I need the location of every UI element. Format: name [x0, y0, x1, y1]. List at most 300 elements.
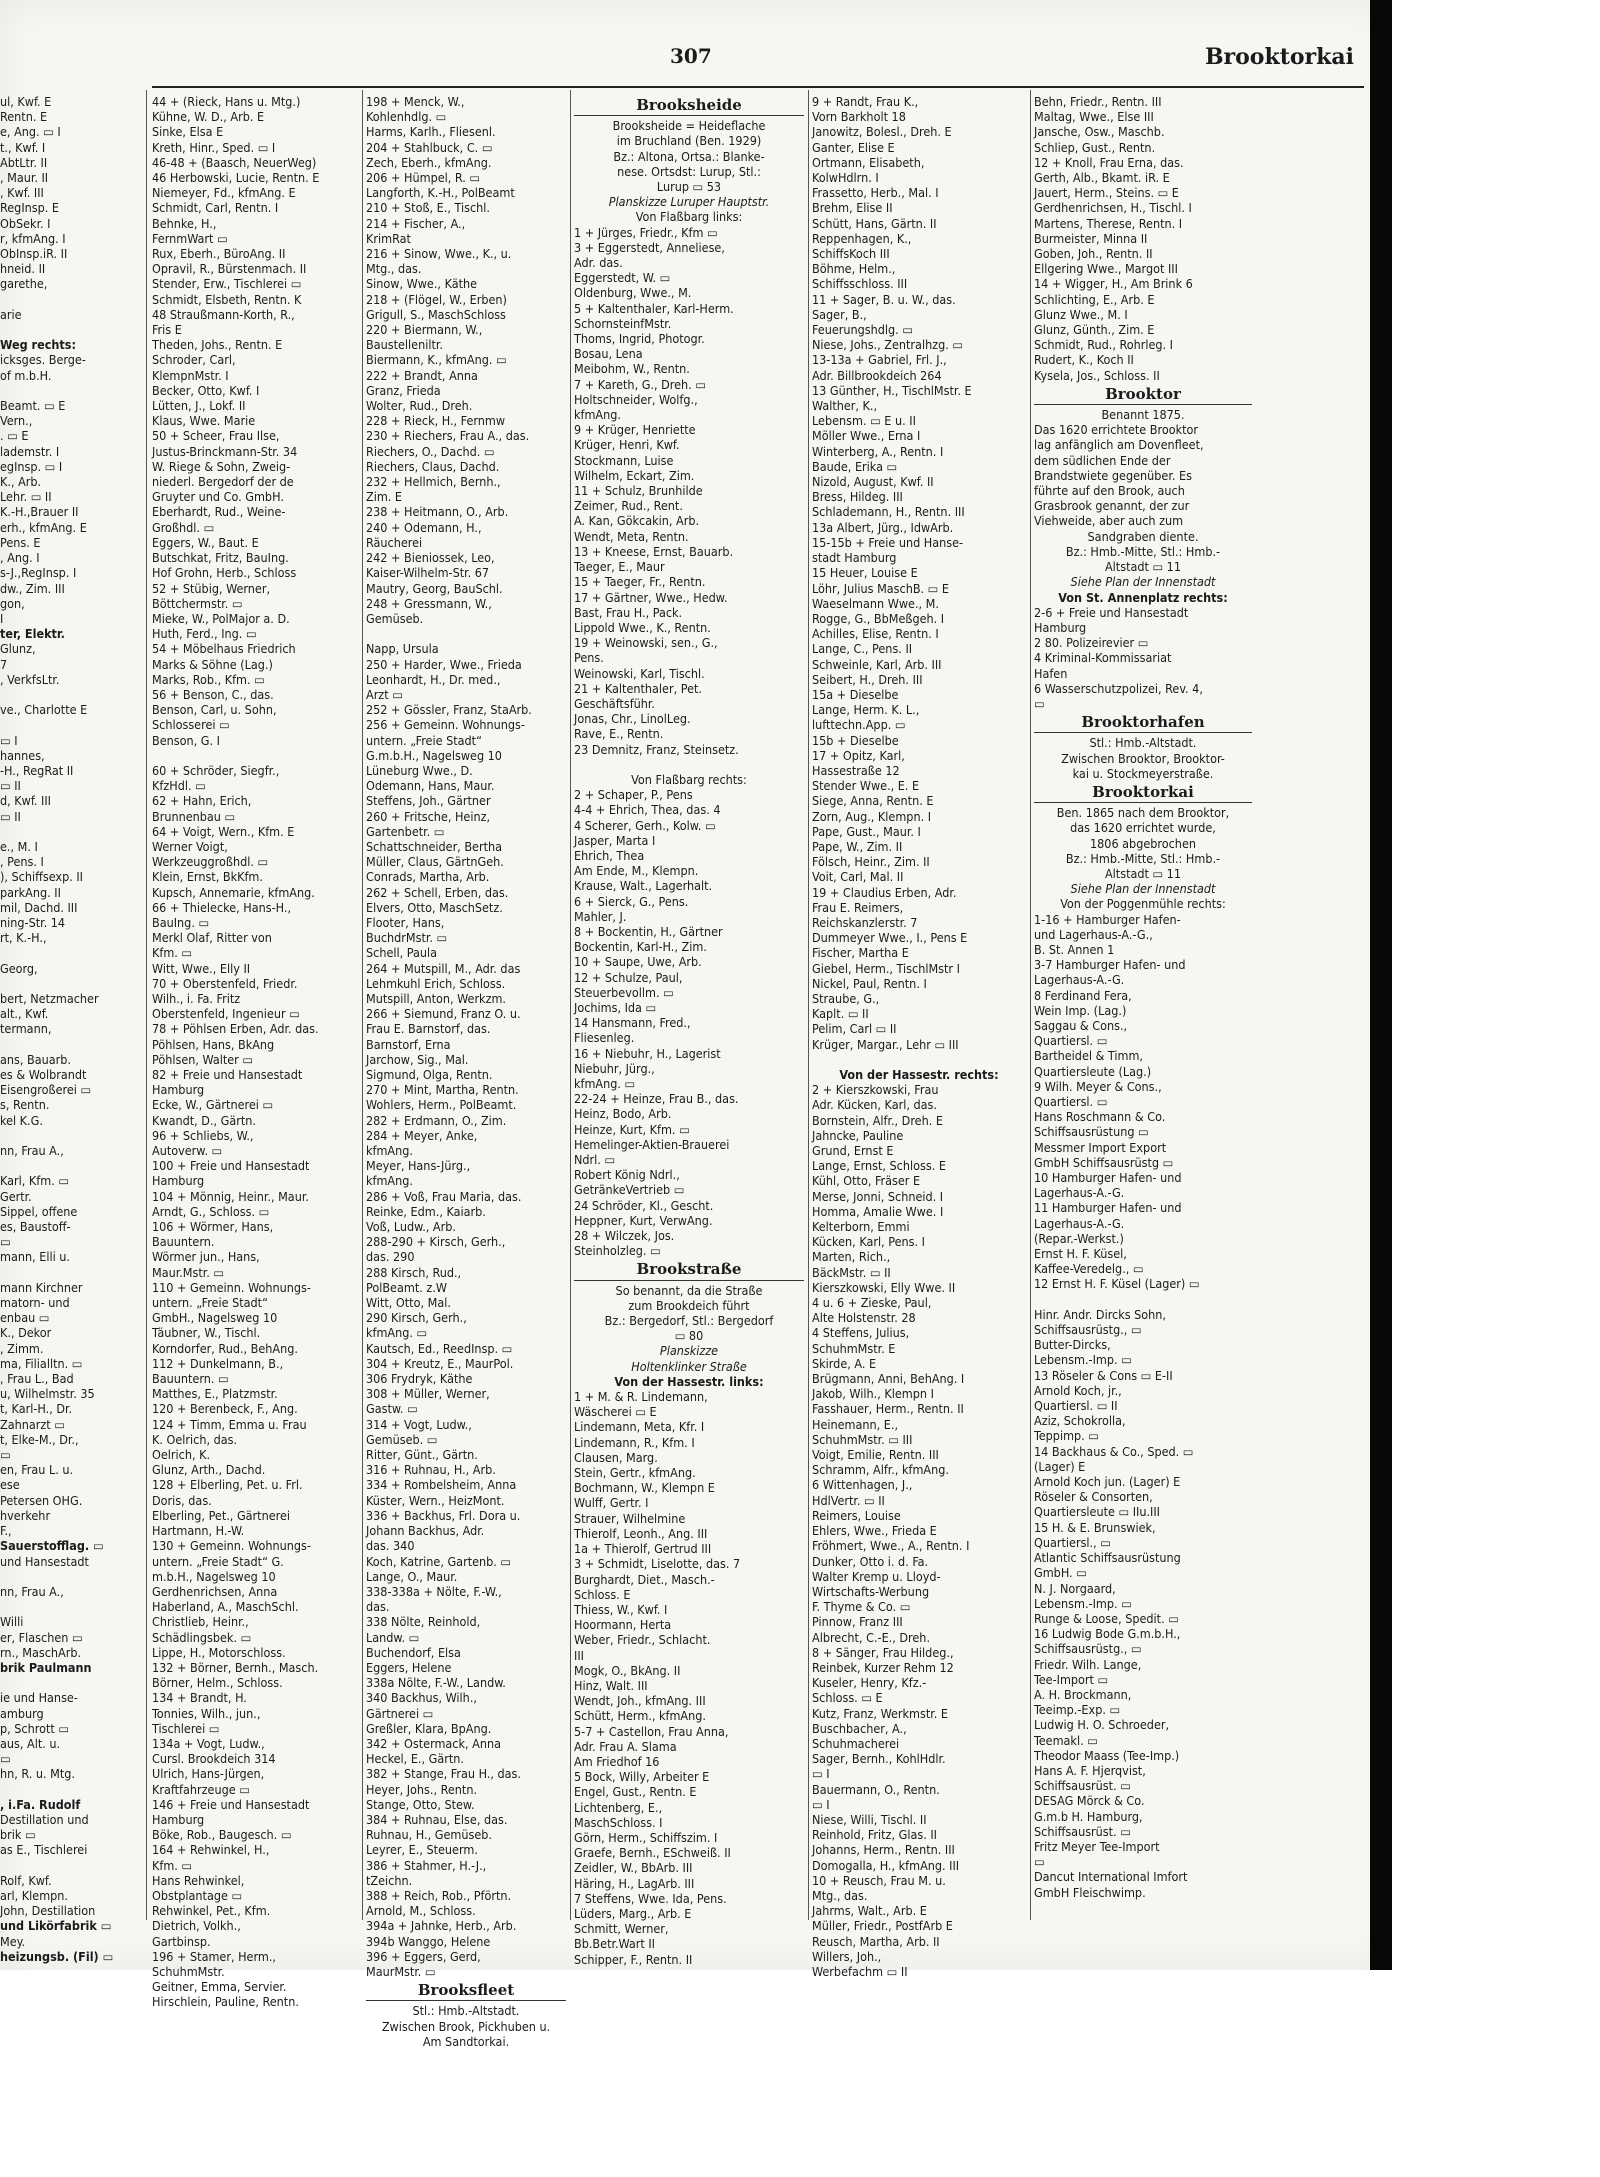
directory-entry: Schell, Paula	[366, 945, 438, 961]
directory-entry: Kfm. ▭	[152, 945, 193, 961]
directory-entry	[0, 322, 140, 337]
directory-entry: Becker, Otto, Kwf. I	[152, 382, 260, 398]
directory-entry: Krause, Walt., Lagerhalt.	[574, 878, 713, 894]
directory-entry: , Ang. I	[0, 550, 40, 566]
directory-entry: Bast, Frau H., Pack.	[574, 604, 683, 620]
directory-entry: kfmAng.	[366, 1143, 413, 1159]
directory-entry: Autoverw. ▭	[152, 1143, 223, 1159]
directory-entry: Bress, Hildeg. III	[812, 489, 903, 505]
directory-entry: 104 + Mönnig, Heinr., Maur.	[152, 1188, 309, 1204]
directory-entry: egInsp. ▭ I	[0, 458, 63, 474]
directory-entry: ▭	[0, 1447, 11, 1463]
directory-entry: ese	[0, 1477, 20, 1493]
directory-entry: Lange, C., Pens. II	[812, 641, 913, 657]
directory-entry: 17 + Gärtner, Wwe., Hedw.	[574, 589, 728, 605]
directory-entry: F. Thyme & Co. ▭	[812, 1599, 911, 1615]
directory-entry: das. 340	[366, 1538, 415, 1554]
street-heading: Brooktorhafen	[1034, 715, 1252, 733]
directory-entry: Lebensm.-Imp. ▭	[1034, 1352, 1132, 1368]
directory-entry: Atlantic Schiffsausrüstung	[1034, 1550, 1181, 1566]
directory-entry: 50 + Scheer, Frau Ilse,	[152, 428, 280, 444]
directory-entry: Mtg., das.	[366, 261, 422, 277]
directory-entry: nn, Frau A.,	[0, 1583, 64, 1599]
directory-entry: SchuhmMstr. E	[812, 1340, 896, 1356]
directory-entry: Merkl Olaf, Ritter von	[152, 930, 272, 946]
directory-entry: Fris E	[152, 322, 182, 338]
directory-entry: 8 Ferdinand Fera,	[1034, 987, 1132, 1003]
directory-entry: Reichskanzlerstr. 7	[812, 914, 918, 930]
directory-entry: Werbefachm ▭ II	[812, 1963, 908, 1979]
running-head: Brooktorkai	[1204, 44, 1354, 70]
directory-entry: 19 + Weinowski, sen., G.,	[574, 635, 718, 651]
directory-entry: Planskizze	[659, 1343, 719, 1359]
directory-entry: Johann Backhus, Adr.	[366, 1523, 485, 1539]
directory-entry: Lagerhaus-A.-G.	[1034, 972, 1125, 988]
directory-entry: A. H. Brockmann,	[1034, 1686, 1132, 1702]
directory-entry: Rentn. E	[0, 109, 48, 125]
directory-entry: Opravil, R., Bürstenmach. II	[152, 261, 307, 277]
directory-entry: Rehwinkel, Pet., Kfm.	[152, 1903, 271, 1919]
directory-entry: 16 Ludwig Bode G.m.b.H.,	[1034, 1626, 1181, 1642]
directory-entry: Robert König Ndrl.,	[574, 1167, 680, 1183]
directory-entry: 264 + Mutspill, M., Adr. das	[366, 960, 521, 976]
directory-entry: So benannt, da die Straße	[615, 1282, 763, 1298]
directory-entry: Fliesenleg.	[574, 1030, 635, 1046]
directory-entry: Schütt, Hans, Gärtn. II	[812, 215, 937, 231]
directory-entry: 256 + Gemeinn. Wohnungs-	[366, 717, 525, 733]
directory-entry: Gemüseb. ▭	[366, 1431, 438, 1447]
directory-entry: Stange, Otto, Stew.	[366, 1796, 475, 1812]
directory-entry: Glunz, Arth., Dachd.	[152, 1462, 266, 1478]
directory-entry: Eisengroßerei ▭	[0, 1082, 92, 1098]
directory-entry: Steffens, Joh., Gärtner	[366, 793, 491, 809]
directory-entry: brik ▭	[0, 1827, 36, 1843]
directory-entry: Brandstwiete gegenüber. Es	[1034, 467, 1192, 483]
directory-entry: Stein, Gertr., kfmAng.	[574, 1465, 696, 1481]
directory-entry: Kupsch, Annemarie, kfmAng.	[152, 884, 315, 900]
directory-entry: t., Kwf. I	[0, 139, 46, 155]
directory-entry: Von Flaßbarg rechts:	[631, 771, 747, 787]
page-number: 307	[670, 44, 712, 68]
directory-entry: Obstplantage ▭	[152, 1887, 243, 1903]
directory-entry: 6 Wasserschutzpolizei, Rev. 4,	[1034, 680, 1203, 696]
directory-entry: N. J. Norgaard,	[1034, 1580, 1116, 1596]
directory-entry: Von St. Annenplatz rechts:	[1058, 589, 1228, 605]
directory-entry: kai u. Stockmeyerstraße.	[1072, 765, 1214, 781]
directory-entry: ie und Hanse-	[0, 1690, 78, 1706]
directory-entry: Walther, K.,	[812, 398, 878, 414]
directory-entry: Sigmund, Olga, Rentn.	[366, 1067, 493, 1082]
directory-entry: Steuerbevollm. ▭	[574, 984, 674, 1000]
directory-entry: Lüders, Marg., Arb. E	[574, 1905, 692, 1921]
directory-entry	[0, 1037, 140, 1052]
directory-entry: Pelim, Carl ▭ II	[812, 1021, 897, 1037]
directory-entry: 11 + Sager, B. u. W., das.	[812, 291, 956, 307]
directory-entry: Kühl, Otto, Fräser E	[812, 1173, 921, 1189]
directory-entry: Graefe, Bernh., ESchweiß. II	[574, 1845, 731, 1861]
directory-entry: 96 + Schliebs, W.,	[152, 1127, 254, 1143]
directory-entry: Lagerhaus-A.-G.	[1034, 1215, 1125, 1231]
directory-entry: 6 + Sierck, G., Pens.	[574, 893, 689, 909]
directory-entry: 48 Straußmann-Korth, R.,	[152, 306, 295, 322]
directory-entry: Frassetto, Herb., Mal. I	[812, 185, 939, 201]
directory-entry: Hans Rehwinkel,	[152, 1872, 245, 1888]
directory-entry: 304 + Kreutz, E., MaurPol.	[366, 1355, 514, 1371]
directory-entry: Riechers, O., Dachd. ▭	[366, 443, 495, 459]
directory-entry: Burghardt, Diet., Masch.-	[574, 1571, 715, 1587]
directory-entry: Gerth, Alb., Bkamt. iR. E	[1034, 170, 1170, 186]
directory-entry: 384 + Ruhnau, Else, das.	[366, 1811, 508, 1827]
directory-entry: Lichtenberg, E.,	[574, 1799, 663, 1815]
street-heading: Brooktorkai	[1034, 785, 1252, 803]
directory-entry: Janowitz, Bolesl., Dreh. E	[812, 124, 952, 140]
directory-entry: Möller Wwe., Erna I	[812, 428, 921, 444]
directory-entry: Engel, Gust., Rentn. E	[574, 1784, 697, 1800]
directory-entry: arie	[0, 306, 22, 322]
directory-entry: Maltag, Wwe., Else III	[1034, 109, 1154, 125]
directory-entry: kfmAng.	[366, 1173, 413, 1189]
directory-entry: amburg	[0, 1705, 44, 1721]
directory-entry: 28 + Wilczek, Jos.	[574, 1228, 675, 1244]
directory-entry: 206 + Hümpel, R. ▭	[366, 170, 481, 186]
directory-entry: 270 + Mint, Martha, Rentn.	[366, 1082, 519, 1098]
directory-entry: Koch, Katrine, Gartenb. ▭	[366, 1553, 512, 1569]
directory-entry: Haberland, A., MaschSchl.	[152, 1599, 299, 1615]
directory-entry: Bz.: Hmb.-Mitte, Stl.: Hmb.-	[1065, 543, 1221, 559]
directory-entry: s, Rentn.	[0, 1097, 50, 1113]
directory-entry: Brehm, Elise II	[812, 200, 893, 216]
directory-entry	[0, 687, 140, 702]
directory-entry: Stender, Erw., Tischlerei ▭	[152, 276, 302, 292]
directory-entry: ▭	[0, 1234, 11, 1250]
directory-entry: Theodor Maass (Tee-Imp.)	[1034, 1747, 1180, 1763]
directory-entry: Pöhlsen, Walter ▭	[152, 1051, 254, 1067]
directory-entry: Hafen	[1034, 665, 1068, 681]
directory-entry: 12 + Knoll, Frau Erna, das.	[1034, 154, 1184, 170]
directory-entry: Leonhardt, H., Dr. med.,	[366, 671, 501, 687]
directory-entry: 112 + Dunkelmann, B.,	[152, 1355, 284, 1371]
directory-entry: Leyrer, E., Steuerm.	[366, 1842, 478, 1858]
directory-entry: 288-290 + Kirsch, Gerh.,	[366, 1234, 506, 1250]
directory-entry: Arndt, G., Schloss. ▭	[152, 1203, 270, 1219]
directory-entry: Täubner, W., Tischl.	[152, 1325, 261, 1341]
directory-entry: 130 + Gemeinn. Wohnungs-	[152, 1538, 311, 1554]
directory-entry: , i.Fa. Rudolf	[0, 1796, 81, 1812]
directory-entry: Gerdhenrichsen, Anna	[152, 1583, 278, 1599]
directory-entry: Niese, Johs., Zentralhzg. ▭	[812, 337, 964, 353]
directory-entry: Albrecht, C.-E., Dreh.	[812, 1629, 931, 1645]
directory-column-3	[366, 94, 566, 2049]
directory-entry: Beamt. ▭ E	[0, 398, 66, 414]
directory-entry: Schädlingsbek. ▭	[152, 1629, 252, 1645]
directory-entry: Röseler & Consorten,	[1034, 1489, 1153, 1505]
directory-entry: Marten, Rich.,	[812, 1249, 891, 1265]
directory-entry: Schweinle, Karl, Arb. III	[812, 656, 942, 672]
directory-entry: Schroder, Carl,	[152, 352, 236, 368]
directory-entry: Butschkat, Fritz, BauIng.	[152, 550, 289, 566]
directory-entry: F.,	[0, 1523, 12, 1539]
directory-entry: Benson, Carl, u. Sohn,	[152, 702, 277, 718]
directory-entry: ▭ II	[0, 778, 21, 794]
directory-entry: Siehe Plan der Innenstadt	[1070, 881, 1216, 897]
directory-entry: 338a Nölte, F.-W., Landw.	[366, 1675, 506, 1691]
directory-entry: Böhme, Helm.,	[812, 261, 896, 277]
directory-entry: Zorn, Aug., Klempn. I	[812, 808, 932, 824]
directory-entry: mann, Elli u.	[0, 1249, 70, 1265]
directory-entry: Hamburg	[152, 1173, 205, 1189]
directory-entry: 1 + M. & R. Lindemann,	[574, 1389, 708, 1405]
directory-entry: as E., Tischlerei	[0, 1842, 88, 1858]
directory-entry: Hamburg	[152, 1811, 205, 1827]
directory-entry: Stockmann, Luise	[574, 452, 674, 468]
directory-entry: Behnke, H.,	[152, 215, 217, 231]
directory-entry: Ecke, W., Gärtnerei ▭	[152, 1097, 274, 1113]
directory-entry	[0, 1782, 140, 1797]
directory-entry: Gruyter und Co. GmbH.	[152, 489, 284, 505]
directory-entry: 15b + Dieselbe	[812, 732, 899, 748]
directory-entry: Schiffsausrüstg., ▭	[1034, 1641, 1142, 1657]
directory-entry	[0, 717, 140, 732]
directory-entry: Kwandt, D., Gärtn.	[152, 1112, 256, 1128]
directory-entry: Hans A. F. Hjerqvist,	[1034, 1762, 1146, 1778]
directory-entry: Baude, Erika ▭	[812, 458, 898, 474]
directory-entry: Petersen OHG.	[0, 1492, 83, 1508]
directory-entry: hverkehr	[0, 1507, 51, 1523]
directory-entry: nn, Frau A.,	[0, 1143, 64, 1159]
directory-entry: Vorn Barkholt 18	[812, 109, 906, 125]
directory-entry: 70 + Oberstenfeld, Friedr.	[152, 975, 298, 991]
directory-entry: Matthes, E., Platzmstr.	[152, 1386, 278, 1402]
directory-entry: Klaus, Wwe. Marie	[152, 413, 256, 429]
directory-entry: Schmitt, Werner,	[574, 1921, 669, 1937]
directory-entry: 54 + Möbelhaus Friedrich	[152, 641, 296, 657]
directory-entry: niederl. Bergedorf der de	[152, 474, 294, 490]
directory-entry: Geschäftsführ.	[574, 695, 655, 711]
directory-entry: Arnold Koch jun. (Lager) E	[1034, 1474, 1181, 1490]
directory-entry: 22-24 + Heinze, Frau B., das.	[574, 1091, 739, 1107]
directory-entry: Pöhlsen, Hans, BkAng	[152, 1036, 275, 1052]
directory-entry: 17 + Opitz, Karl,	[812, 747, 905, 763]
directory-entry: Reinke, Edm., Kaiarb.	[366, 1203, 486, 1219]
directory-entry: t, Elke-M., Dr.,	[0, 1431, 79, 1447]
directory-entry: . ▭ E	[0, 428, 29, 444]
directory-entry: Buschbacher, A.,	[812, 1720, 907, 1736]
directory-entry: Heinze, Kurt, Kfm. ▭	[574, 1121, 690, 1137]
directory-entry: Hirschlein, Pauline, Rentn.	[152, 1994, 299, 2010]
directory-entry: Fölsch, Heinr., Zim. II	[812, 854, 930, 870]
directory-entry: Skirde, A. E	[812, 1355, 877, 1371]
directory-entry: GmbH Fleischwimp.	[1034, 1884, 1146, 1900]
directory-entry: Werner Voigt,	[152, 838, 228, 854]
directory-entry: lag anfänglich am Dovenfleet,	[1034, 437, 1204, 453]
directory-entry: Bz.: Hmb.-Mitte, Stl.: Hmb.-	[1065, 850, 1221, 866]
directory-entry: Hemelinger-Aktien-Brauerei	[574, 1136, 730, 1152]
directory-entry: 10 + Reusch, Frau M. u.	[812, 1872, 946, 1888]
directory-entry: ning-Str. 14	[0, 914, 66, 930]
directory-entry	[0, 1158, 140, 1173]
directory-entry: Wulff, Gertr. I	[574, 1495, 649, 1511]
directory-entry	[0, 383, 140, 398]
directory-entry: 396 + Eggers, Gerd,	[366, 1948, 481, 1964]
directory-entry: 15a + Dieselbe	[812, 686, 899, 702]
directory-entry: 340 Backhus, Wilh.,	[366, 1690, 477, 1706]
directory-entry: MaurMstr. ▭	[366, 1963, 436, 1979]
directory-entry: Voit, Carl, Mal. II	[812, 869, 904, 885]
directory-entry: 394b Wanggo, Helene	[366, 1933, 491, 1949]
directory-entry: 338-338a + Nölte, F.-W.,	[366, 1583, 502, 1599]
directory-entry: Adr. Kücken, Karl, das.	[812, 1097, 937, 1113]
directory-entry: RegInsp. E	[0, 200, 60, 216]
directory-entry: Böttchermstr. ▭	[152, 595, 243, 611]
directory-entry: 388 + Reich, Rob., Pförtn.	[366, 1887, 512, 1903]
directory-entry: enbau ▭	[0, 1310, 50, 1326]
directory-entry: Siehe Plan der Innenstadt	[1070, 574, 1216, 590]
directory-entry	[366, 626, 566, 641]
directory-entry: Kelterborn, Emmi	[812, 1219, 910, 1235]
directory-entry: SchornsteinfMstr.	[574, 315, 672, 331]
directory-entry: GmbH., Nagelsweg 10	[152, 1310, 278, 1326]
directory-entry: Benson, G. I	[152, 732, 220, 748]
directory-entry: Rave, E., Rentn.	[574, 726, 664, 742]
directory-entry: 248 + Gressmann, W.,	[366, 595, 492, 611]
directory-entry: Quartiersleute ▭ IIu.III	[1034, 1504, 1160, 1520]
directory-entry: 386 + Stahmer, H.-J.,	[366, 1857, 487, 1873]
directory-entry: Ernst H. F. Küsel,	[1034, 1246, 1127, 1262]
directory-entry: Thiess, W., Kwf. I	[574, 1601, 668, 1617]
directory-entry: Lebensm.-Imp. ▭	[1034, 1595, 1132, 1611]
directory-entry: Vern.,	[0, 413, 33, 429]
directory-entry: Wendt, Meta, Rentn.	[574, 528, 689, 544]
directory-entry: Quartiersl., ▭	[1034, 1534, 1111, 1550]
directory-entry: Jarchow, Sig., Mal.	[366, 1051, 469, 1067]
directory-entry: zum Brookdeich führt	[628, 1297, 750, 1313]
directory-entry: kfmAng. ▭	[366, 1325, 428, 1341]
directory-entry: Nickel, Paul, Rentn. I	[812, 975, 927, 991]
directory-entry: erh., kfmAng. E	[0, 519, 87, 535]
directory-entry: Homma, Amalie Wwe. I	[812, 1203, 944, 1219]
directory-entry: bert, Netzmacher	[0, 990, 99, 1006]
directory-entry: Heinz, Bodo, Arb.	[574, 1106, 672, 1122]
directory-entry: 262 + Schell, Erben, das.	[366, 884, 509, 900]
directory-entry: Georg,	[0, 960, 38, 976]
directory-entry: Heppner, Kurt, VerwAng.	[574, 1212, 713, 1228]
directory-entry: Sippel, offene	[0, 1203, 78, 1219]
directory-entry: Oberstenfeld, Ingenieur ▭	[152, 1006, 300, 1022]
directory-entry: es & Wolbrandt	[0, 1067, 87, 1082]
directory-entry: 15-15b + Freie und Hanse-	[812, 534, 964, 550]
directory-entry: Planskizze Luruper Hauptstr.	[608, 194, 770, 210]
directory-entry: t, Karl-H., Dr.	[0, 1401, 73, 1417]
directory-entry: Schlademann, H., Rentn. III	[812, 504, 965, 520]
directory-entry: 66 + Thielecke, Hans-H.,	[152, 899, 292, 915]
directory-entry: Teppimp. ▭	[1034, 1428, 1099, 1444]
directory-entry: 7	[0, 656, 8, 672]
directory-entry: 282 + Erdmann, O., Zim.	[366, 1112, 507, 1128]
directory-entry: Am Sandtorkai.	[422, 2033, 510, 2049]
directory-entry: Hof Grohn, Herb., Schloss	[152, 565, 297, 581]
directory-entry: 164 + Rehwinkel, H.,	[152, 1842, 270, 1858]
directory-entry: 198 + Menck, W.,	[366, 94, 465, 109]
directory-entry: A. Kan, Gökcakin, Arb.	[574, 513, 700, 529]
directory-entry: Wilhelm, Eckart, Zim.	[574, 467, 695, 483]
directory-entry: 15 H. & E. Brunswiek,	[1034, 1519, 1156, 1535]
directory-entry: Friedr. Wilh. Lange,	[1034, 1656, 1142, 1672]
directory-entry: Görn, Herm., Schiffszim. I	[574, 1829, 718, 1845]
directory-entry: Viehweide, aber auch zum	[1034, 513, 1184, 529]
directory-entry: Niebuhr, Jürg.,	[574, 1060, 655, 1076]
directory-entry: (Lager) E	[1034, 1458, 1086, 1474]
directory-entry: Ritter, Günt., Gärtn.	[366, 1447, 478, 1463]
directory-entry: Martens, Therese, Rentn. I	[1034, 215, 1183, 231]
directory-entry: Heckel, E., Gärtn.	[366, 1751, 464, 1767]
directory-entry: Teemakl. ▭	[1034, 1732, 1098, 1748]
directory-entry: Wein Imp. (Lag.)	[1034, 1002, 1127, 1018]
directory-entry: 316 + Ruhnau, H., Arb.	[366, 1462, 496, 1478]
directory-entry: Wörmer jun., Hans,	[152, 1249, 260, 1265]
directory-entry: Börner, Helm., Schloss.	[152, 1675, 283, 1691]
directory-entry: 382 + Stange, Frau H., das.	[366, 1766, 521, 1782]
directory-entry: Kraftfahrzeuge ▭	[152, 1781, 250, 1797]
directory-entry: 44 + (Rieck, Hans u. Mtg.)	[152, 94, 301, 109]
directory-entry	[0, 945, 140, 960]
directory-entry: Lindemann, Meta, Kfr. I	[574, 1419, 705, 1435]
directory-entry: Voß, Ludw., Arb.	[366, 1219, 456, 1235]
directory-entry: Thierolf, Leonh., Ang. III	[574, 1525, 708, 1541]
directory-entry: Eggerstedt, W. ▭	[574, 270, 671, 286]
directory-entry: 252 + Gössler, Franz, StaArb.	[366, 702, 532, 718]
directory-entry: termann,	[0, 1021, 52, 1037]
directory-entry: Bockentin, Karl-H., Zim.	[574, 939, 707, 955]
directory-entry: Pape, W., Zim. II	[812, 838, 903, 854]
directory-entry: Barnstorf, Erna	[366, 1036, 451, 1052]
directory-entry: Schloss. ▭ E	[812, 1690, 883, 1706]
directory-entry: W. Riege & Sohn, Zweig-	[152, 458, 291, 474]
directory-entry: Ndrl. ▭	[574, 1152, 616, 1168]
directory-entry: Kücken, Karl, Pens. I	[812, 1234, 925, 1250]
directory-entry: Meibohm, W., Rentn.	[574, 361, 690, 377]
directory-entry: BuchdrMstr. ▭	[366, 930, 448, 946]
directory-entry: Niese, Willi, Tischl. II	[812, 1811, 927, 1827]
directory-entry: brik Paulmann	[0, 1659, 92, 1675]
directory-entry: 13 Röseler & Cons ▭ E-II	[1034, 1367, 1173, 1383]
directory-entry: ▭ I	[812, 1766, 830, 1782]
directory-entry: e, Ang. ▭ I	[0, 124, 61, 140]
directory-entry: Lagerhaus-A.-G.	[1034, 1185, 1125, 1201]
directory-entry: untern. „Freie Stadt“	[366, 732, 482, 748]
directory-entry: Hoormann, Herta	[574, 1617, 672, 1633]
directory-entry: Mahler, J.	[574, 908, 627, 924]
directory-entry: 230 + Riechers, Frau A., das.	[366, 428, 530, 444]
page-header	[130, 44, 1360, 74]
directory-entry: aus, Alt. u.	[0, 1735, 61, 1751]
directory-entry: Krüger, Margar., Lehr ▭ III	[812, 1036, 959, 1052]
directory-entry: Müller, Friedr., PostfArb E	[812, 1918, 953, 1934]
directory-entry: Marks & Söhne (Lag.)	[152, 656, 273, 672]
directory-column-1	[0, 94, 140, 1964]
directory-entry: 2 80. Polizeirevier ▭	[1034, 635, 1149, 651]
directory-entry: Von der Hassestr. rechts:	[839, 1067, 999, 1082]
directory-entry: Schlichting, E., Arb. E	[1034, 291, 1155, 307]
directory-entry: Greßler, Klara, BpAng.	[366, 1720, 492, 1736]
directory-entry: ObInsp.iR. II	[0, 246, 68, 262]
directory-entry: Brügmann, Anni, BehAng. I	[812, 1371, 965, 1387]
directory-entry: Jochims, Ida ▭	[574, 999, 657, 1015]
directory-entry: Langforth, K.-H., PolBeamt	[366, 185, 515, 201]
directory-entry: Niemeyer, Fd., kfmAng. E	[152, 185, 296, 201]
directory-entry: Runge & Loose, Spedit. ▭	[1034, 1610, 1179, 1626]
directory-entry: Großhdl. ▭	[152, 519, 215, 535]
directory-entry: Rolf, Kwf.	[0, 1872, 52, 1888]
